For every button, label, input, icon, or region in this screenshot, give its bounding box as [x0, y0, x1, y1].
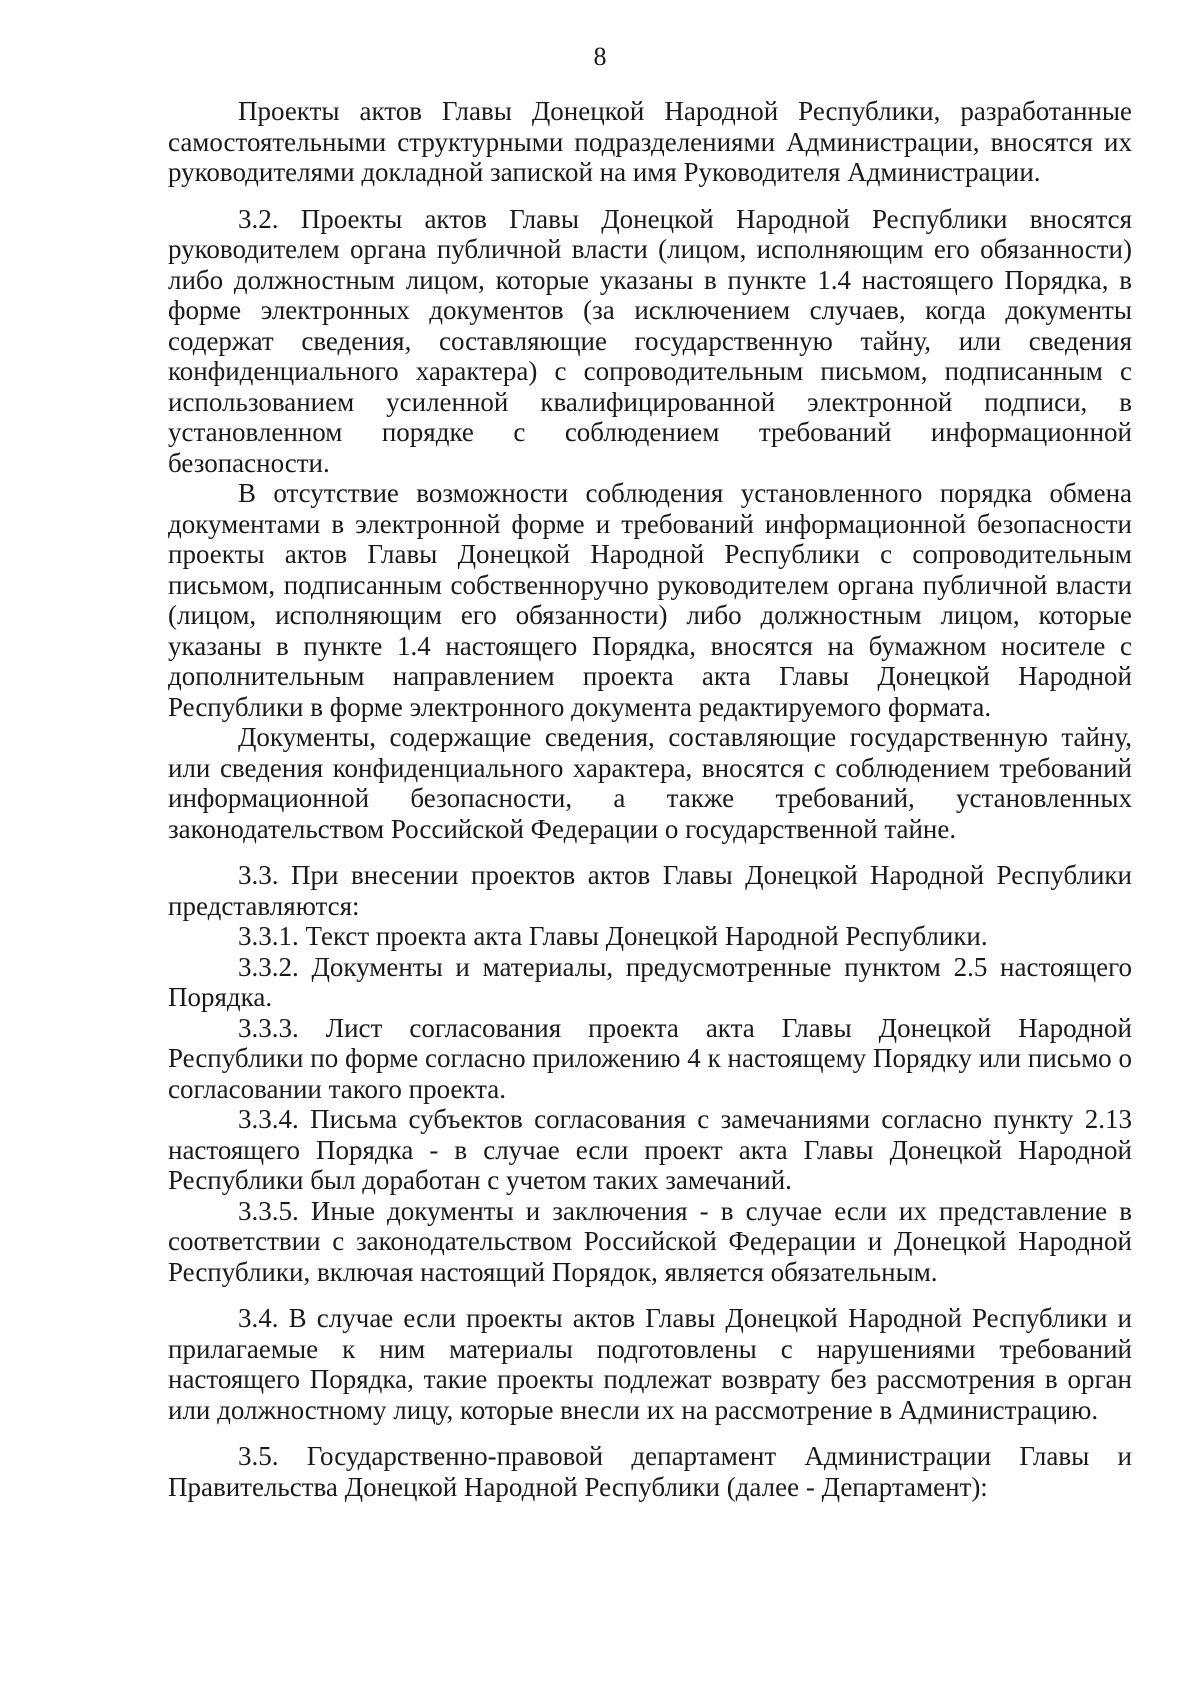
paragraph-3-3-5: 3.3.5. Иные документы и заключения - в случае если их представление в соответствии с законодательством Российской Федерации и Донецкой Народной Республики, включая настоящий Порядок, является обязательным.	[168, 1195, 1132, 1287]
paragraph-3-2: 3.2. Проекты актов Главы Донецкой Народной Республики вносятся руководителем органа публичной власти (лицом, исполняющим его обязанности) либо должностным лицом, которые указаны в пункте 1.4 настоящего Порядка, в форме электронных документов (за исключением случаев, когда документы содержат сведения, составляющие государственную тайну, или сведения конфиденциального характера) с сопроводительным письмом, подписанным с использованием усиленной квалифицированной электронной подписи, в установленном порядке с соблюдением требований информационной безопасности.	[168, 203, 1132, 478]
paragraph-intro: Проекты актов Главы Донецкой Народной Республики, разработанные самостоятельными структурными подразделениями Администрации, вносятся их руководителями докладной запиской на имя Руководителя Администрации.	[168, 96, 1132, 187]
paragraph-3-5: 3.5. Государственно-правовой департамент Администрации Главы и Правительства Донецкой Народной Республики (далее - Департамент):	[168, 1441, 1132, 1502]
paragraph-3-3-3: 3.3.3. Лист согласования проекта акта Главы Донецкой Народной Республики по форме согласно приложению 4 к настоящему Порядку или письмо о согласовании такого проекта.	[168, 1012, 1132, 1104]
paragraph-3-2-paper: В отсутствие возможности соблюдения установленного порядка обмена документами в электронной форме и требований информационной безопасности проекты актов Главы Донецкой Народной Республики с сопроводительным письмом, подписанным собственноручно руководителем органа публичной власти (лицом, исполняющим его обязанности) либо должностным лицом, которые указаны в пункте 1.4 настоящего Порядка, вносятся на бумажном носителе с дополнительным направлением проекта акта Главы Донецкой Народной Республики в форме электронного документа редактируемого формата.	[168, 478, 1132, 722]
paragraph-3-3-1: 3.3.1. Текст проекта акта Главы Донецкой Народной Республики.	[238, 921, 988, 951]
page-number: 8	[593, 42, 607, 71]
paragraph-3-3: 3.3. При внесении проектов актов Главы Донецкой Народной Республики представляются:	[168, 860, 1132, 921]
paragraph-3-4: 3.4. В случае если проекты актов Главы Донецкой Народной Республики и прилагаемые к ним материалы подготовлены с нарушениями требований настоящего Порядка, такие проекты подлежат возврату без рассмотрения в орган или должностному лицу, которые внесли их на рассмотрение в Администрацию.	[168, 1303, 1132, 1425]
paragraph-3-3-2: 3.3.2. Документы и материалы, предусмотренные пунктом 2.5 настоящего Порядка.	[168, 951, 1132, 1012]
document-body	[168, 96, 1132, 1502]
paragraph-3-2-secret: Документы, содержащие сведения, составляющие государственную тайну, или сведения конфиденциального характера, вносятся с соблюдением требований информационной безопасности, а также требований, установленных законодательством Российской Федерации о государственной тайне.	[168, 722, 1132, 844]
paragraph-3-3-4: 3.3.4. Письма субъектов согласования с замечаниями согласно пункту 2.13 настоящего Порядка - в случае если проект акта Главы Донецкой Народной Республики был доработан с учетом таких замечаний.	[168, 1104, 1132, 1195]
